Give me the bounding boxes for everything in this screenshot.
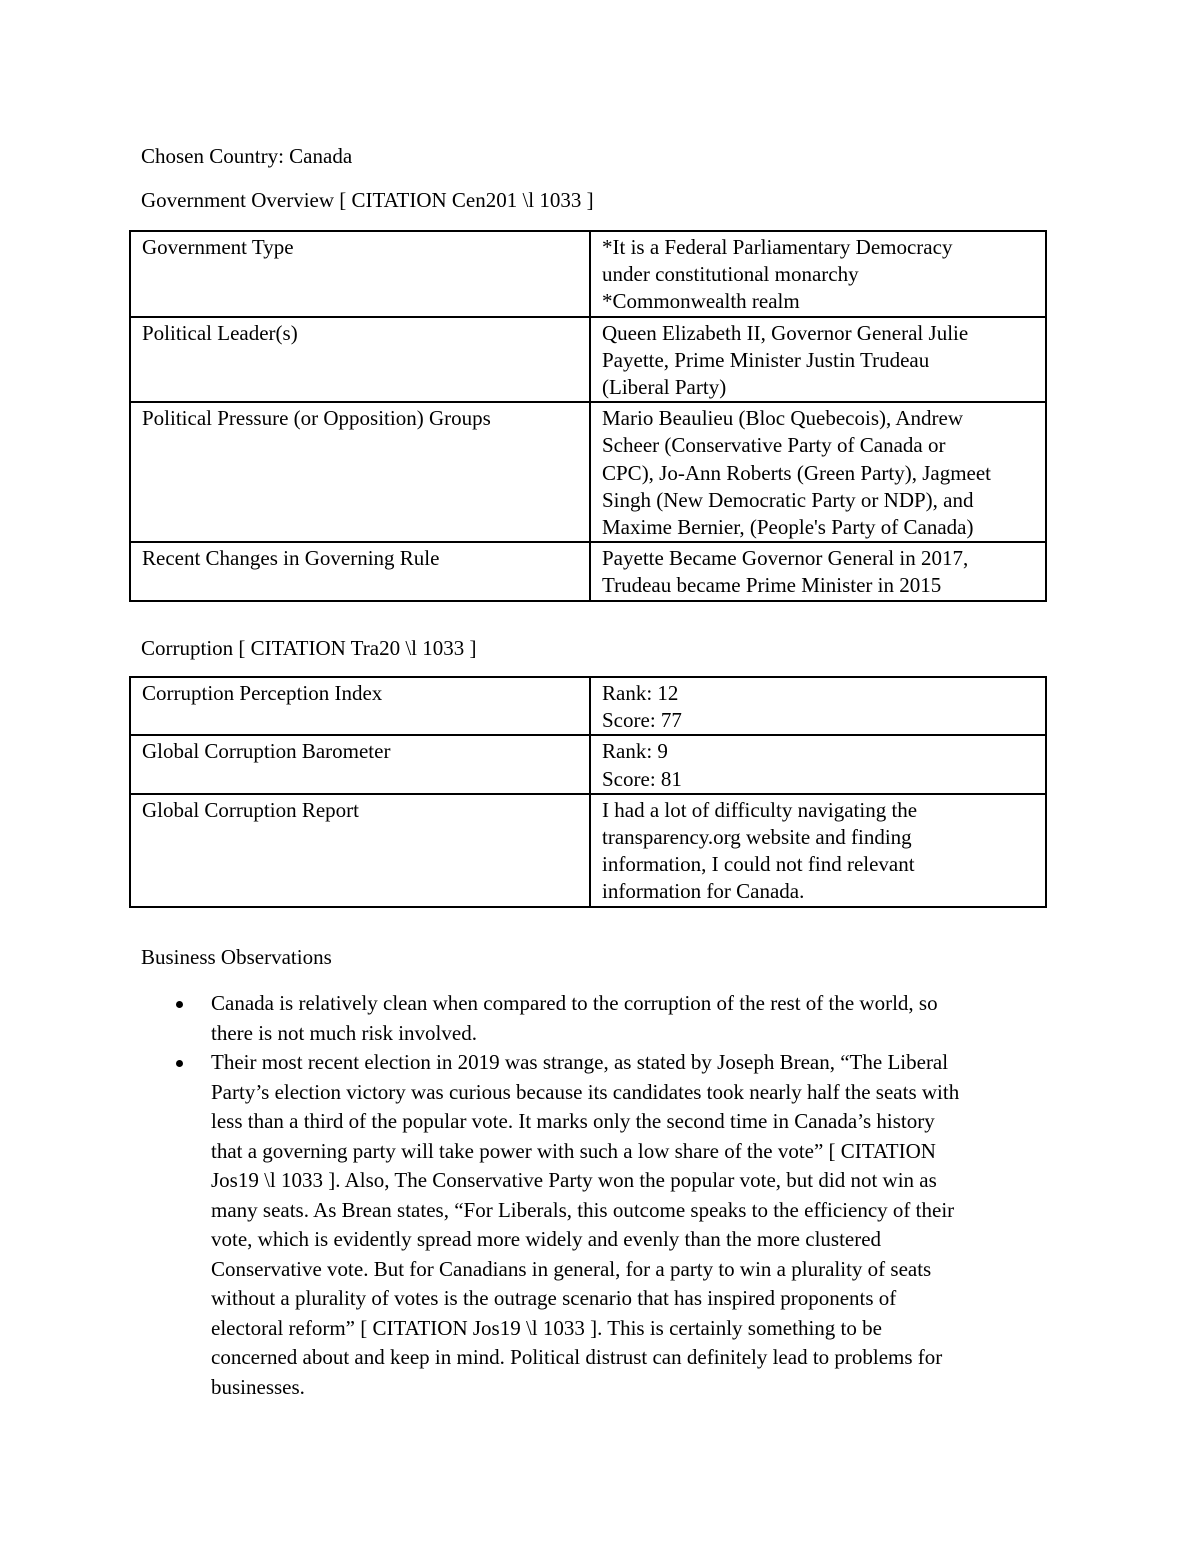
row-value-line: transparency.org website and finding [602,825,912,850]
row-value-line: *Commonwealth realm [602,289,800,314]
row-label: Political Pressure (or Opposition) Groups [130,402,590,542]
row-value-line: Score: 81 [602,766,682,791]
row-label: Political Leader(s) [130,317,590,403]
list-item [141,1048,1061,1402]
row-value [590,677,1046,735]
row-value-line: Payette Became Governor General in 2017, [602,546,969,571]
row-label: Government Type [130,231,590,317]
bullet-line: electoral reform” [ CITATION Jos19 \l 1033 ]. This is certainly something to be [211,1315,882,1340]
bullet-line: many seats. As Brean states, “For Liberals, this outcome speaks to the efficiency of their [211,1197,955,1222]
row-value-line: Trudeau became Prime Minister in 2015 [602,573,942,598]
table-row [130,677,1046,735]
table-row [130,231,1046,317]
corruption-heading: Corruption [ CITATION Tra20 \l 1033 ] [141,636,477,660]
row-value-line: I had a lot of difficulty navigating the [602,797,918,822]
row-value-line: under constitutional monarchy [602,262,859,287]
row-value-line: Score: 77 [602,708,682,733]
list-item [141,989,1061,1048]
row-value-line: CPC), Jo-Ann Roberts (Green Party), Jagmeet [602,460,992,485]
row-value-line: Mario Beaulieu (Bloc Quebecois), Andrew [602,406,963,431]
row-label: Global Corruption Report [130,794,590,907]
bullet-line: concerned about and keep in mind. Political distrust can definitely lead to problems for [211,1345,943,1369]
bullet-line: Jos19 \l 1033 ]. Also, The Conservative Party won the popular vote, but did not win as [211,1168,937,1192]
chosen-country: Chosen Country: Canada [141,144,353,168]
corruption-table [129,676,1047,908]
table-row [130,542,1046,600]
bullet-line: there is not much risk involved. [211,1020,477,1045]
row-value [590,402,1046,542]
row-value-line: information for Canada. [602,879,805,904]
bullet-icon [176,1001,183,1008]
row-value [590,735,1046,793]
bullet-text [211,1048,1061,1402]
row-value-line: (Liberal Party) [602,375,727,400]
bullet-icon [176,1060,183,1067]
table-row [130,794,1046,907]
table-row [130,735,1046,793]
bullet-line: Conservative vote. But for Canadians in general, for a party to win a plurality of seats [211,1256,932,1281]
row-value [590,231,1046,317]
bullet-line: without a plurality of votes is the outrage scenario that has inspired proponents of [211,1286,897,1310]
row-value-line: Queen Elizabeth II, Governor General Julie [602,320,969,345]
row-value-line: Rank: 12 [602,681,679,705]
row-value [590,317,1046,403]
row-label: Global Corruption Barometer [130,735,590,793]
row-value-line: Singh (New Democratic Party or NDP), and [602,487,974,512]
government-overview-table [129,230,1047,602]
business-observations-list [141,989,1061,1402]
bullet-line: that a governing party will take power with such a low share of the vote” [ CITATION [211,1138,936,1163]
row-value [590,794,1046,907]
bullet-text [211,989,1061,1048]
row-value-line: Maxime Bernier, (People's Party of Canada) [602,515,974,540]
bullet-line: businesses. [211,1374,305,1399]
business-observations-heading: Business Observations [141,945,332,969]
row-label: Recent Changes in Governing Rule [130,542,590,600]
bullet-line: less than a third of the popular vote. It marks only the second time in Canada’s history [211,1109,935,1133]
row-value-line: *It is a Federal Parliamentary Democracy [602,235,953,259]
government-overview-heading: Government Overview [ CITATION Cen201 \l 1033 ] [141,188,594,212]
row-value-line: information, I could not find relevant [602,852,915,877]
bullet-line: Canada is relatively clean when compared to the corruption of the rest of the world, so [211,991,938,1015]
row-label: Corruption Perception Index [130,677,590,735]
row-value [590,542,1046,600]
table-row [130,402,1046,542]
row-value-line: Payette, Prime Minister Justin Trudeau [602,347,930,372]
row-value-line: Rank: 9 [602,739,668,764]
row-value-line: Scheer (Conservative Party of Canada or [602,433,946,458]
table-row [130,317,1046,403]
bullet-line: vote, which is evidently spread more widely and evenly than the more clustered [211,1227,882,1251]
bullet-line: Their most recent election in 2019 was strange, as stated by Joseph Brean, “The Liberal [211,1050,949,1074]
bullet-line: Party’s election victory was curious because its candidates took nearly half the seats with [211,1079,960,1104]
